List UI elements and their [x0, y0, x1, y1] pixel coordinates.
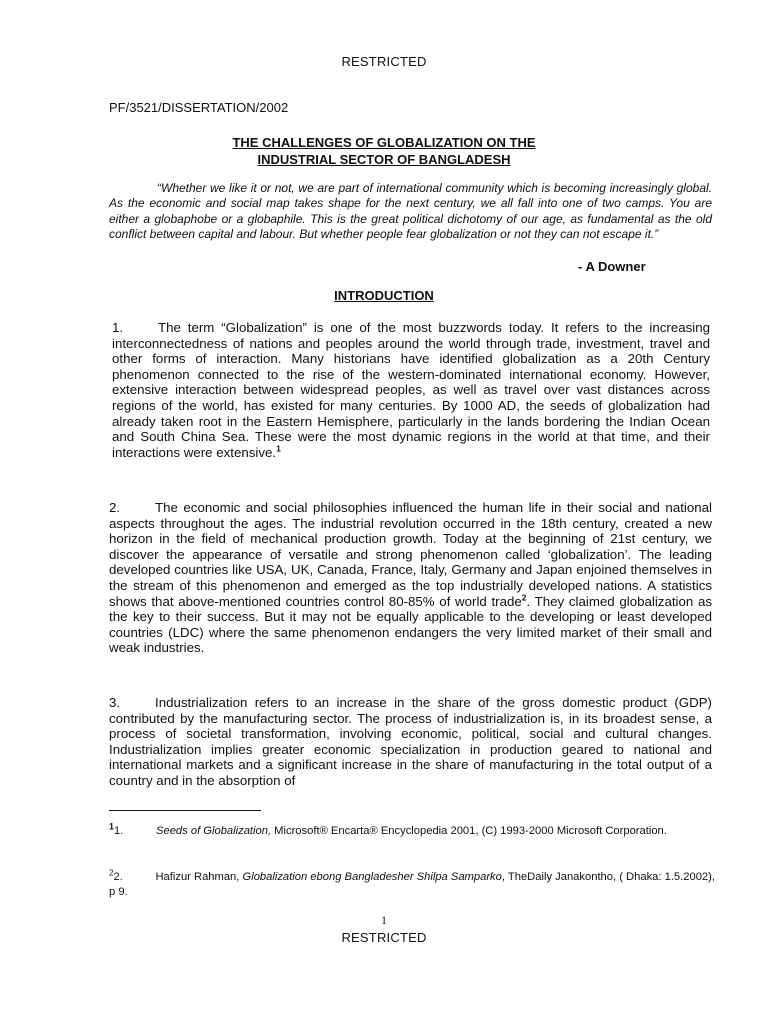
paragraph-number: 2. — [109, 500, 121, 515]
document-reference-number: PF/3521/DISSERTATION/2002 — [109, 100, 289, 115]
paragraph-text: The term “Globalization” is one of the most buzzwords today. It refers to the increasing interconnectedness of nations and peoples around the world through trade, investment, travel and other forms of interaction. Many historians have identified globalization as a 20th Century phenomenon connected to the rise of the western-dominated international economy. However, extensive interaction between widespread peoples, as well as travel over vast distances across regions of the world, has existed for many centuries. By 1000 AD, the seeds of globalization had already taken root in the Eastern Hemisphere, particularly in the lands bordering the Indian Ocean and South China Sea. These were the most dynamic regions in the world at that time, and their interactions were extensive. — [112, 320, 710, 460]
footnote-source-title: Globalization ebong Bangladesher Shilpa Samparko — [242, 871, 502, 883]
footnote-reference[interactable]: 1 — [276, 443, 281, 454]
footnote-2 — [109, 870, 719, 900]
footer-classification-marking: RESTRICTED — [341, 930, 427, 945]
footnote-author: Hafizur Rahman, — [155, 871, 243, 883]
paragraph-1 — [112, 320, 710, 460]
epigraph-author: - A Downer — [578, 259, 646, 274]
footnote-source-details: , TheDaily Janakontho, ( Dhaka: 1.5.2002), p 9. — [109, 871, 715, 898]
section-heading: INTRODUCTION — [334, 288, 434, 303]
paragraph-text-continued: . They claimed globalization as the key to their success. But it may not be equally applicable to the developing or least developed countries (LDC) where the same phenomenon endangers the very limited market of their small and weak industries. — [109, 593, 712, 656]
paragraph-text: Industrialization refers to an increase in the share of the gross domestic product (GDP) contributed by the manufacturing sector. The process of industrialization is, in its broadest sense, a process of societal transformation, involving economic, political, social and cultural changes. Industrialization implies greater economic specialization in production geared to national and international markets and a significant increase in the share of manufacturing in the total output of a country and in the absorption of — [109, 695, 712, 788]
paragraph-number: 1. — [112, 320, 124, 335]
title-line-1: THE CHALLENGES OF GLOBALIZATION ON THE — [232, 135, 536, 150]
document-title — [0, 134, 768, 168]
footnote-number: 1. — [114, 825, 124, 837]
paragraph-number: 3. — [109, 695, 121, 710]
header-classification-marking: RESTRICTED — [341, 54, 427, 69]
footnote-source-details: Microsoft® Encarta® Encyclopedia 2001, (C) 1993-2000 Microsoft Corporation. — [271, 825, 667, 837]
page-number: 1 — [381, 913, 387, 927]
footnote-mark: 2 — [109, 868, 114, 878]
paragraph-3 — [109, 695, 712, 789]
footnote-number: 2. — [113, 871, 123, 883]
epigraph-quote: “Whether we like it or not, we are part of international community which is becoming increasingly global. As the economic and social map takes shape for the next century, we all fall into one of two camps. You are either a globaphobe or a globaphile. This is the great political dichotomy of our age, as fundamental as the old conflict between capital and labour. But whether people fear globalization or not they can not escape it.” — [109, 181, 712, 241]
footnote-separator — [109, 810, 261, 811]
footnote-reference[interactable]: 2 — [521, 592, 527, 603]
paragraph-text: The economic and social philosophies influenced the human life in their social and national aspects throughout the ages. The industrial revolution occurred in the 18th century, created a new horizon in the field of mechanical production growth. Today at the beginning of 21st century, we discover the appearance of versatile and strong phenomenon called ‘globalization’. The leading developed countries like USA, UK, Canada, France, Italy, Germany and Japan enjoined themselves in the stream of this phenomenon and emerged as the top industrially developed nations. A statistics shows that above-mentioned countries control 80-85% of world trade — [109, 500, 712, 609]
footnote-source-title: Seeds of Globalization, — [156, 825, 272, 837]
footnote-1 — [109, 821, 719, 839]
footnote-mark: 1 — [109, 821, 115, 832]
paragraph-2 — [109, 500, 712, 656]
title-line-2: INDUSTRIAL SECTOR OF BANGLADESH — [257, 152, 511, 167]
